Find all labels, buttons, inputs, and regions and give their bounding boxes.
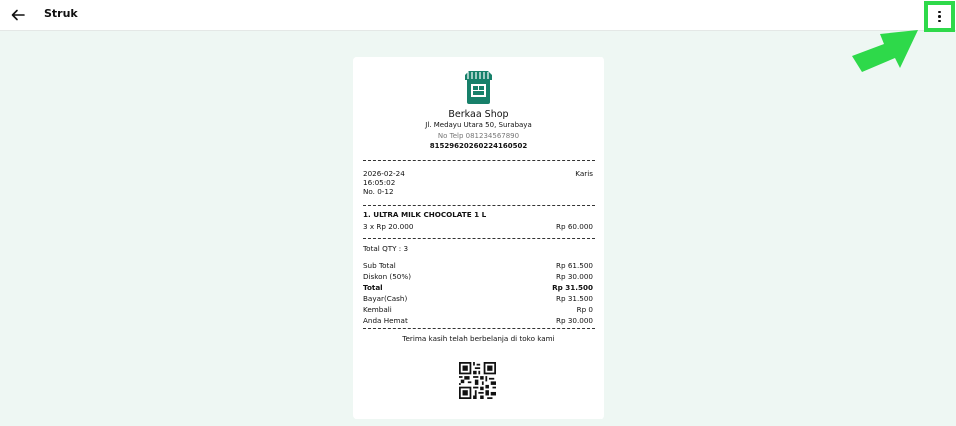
arrow-left-icon: [11, 9, 25, 21]
divider: [363, 328, 595, 329]
summary-row: Kembali Rp 0: [363, 305, 593, 314]
pointer-arrow-icon: [850, 26, 922, 78]
summary-row: Bayar(Cash) Rp 31.500: [363, 294, 593, 303]
divider: [363, 160, 595, 161]
receipt-edge-bottom: [353, 416, 604, 422]
summary-row-total: Total Rp 31.500: [363, 283, 593, 292]
shop-phone: No Telp 081234567890: [437, 132, 520, 140]
divider: [363, 205, 595, 206]
page-title: Struk: [44, 7, 78, 20]
more-options-button[interactable]: [924, 1, 955, 32]
item-total: Rp 60.000: [556, 222, 593, 231]
thank-you-message: Terima kasih telah berbelanja di toko kami: [402, 334, 555, 343]
total-qty: Total QTY : 3: [363, 244, 409, 253]
item-line: [363, 221, 593, 232]
shop-name: Berkaa Shop: [448, 109, 509, 120]
item-qty-price: 3 x Rp 20.000: [363, 222, 414, 231]
receipt: [353, 57, 604, 419]
receipt-time: 16:05:02: [363, 178, 396, 187]
divider: [363, 238, 595, 239]
back-button[interactable]: [8, 5, 28, 25]
app-bar: [0, 0, 956, 31]
qr-code-icon: [459, 362, 496, 399]
cashier-name: Karis: [575, 169, 593, 178]
receipt-date: 2026-02-24 Karis: [363, 169, 593, 178]
item-name: 1. ULTRA MILK CHOCOLATE 1 L: [363, 210, 487, 219]
more-vertical-icon: [938, 11, 941, 23]
receipt-id: 81529620260224160502: [429, 142, 528, 150]
store-icon: [465, 71, 492, 105]
summary-row: Diskon (50%) Rp 30.000: [363, 272, 593, 281]
receipt-number: No. 0-12: [363, 187, 394, 196]
shop-address: Jl. Medayu Utara 50, Surabaya: [425, 121, 532, 129]
summary-row: Sub Total Rp 61.500: [363, 261, 593, 270]
summary-row: Anda Hemat Rp 30.000: [363, 316, 593, 325]
